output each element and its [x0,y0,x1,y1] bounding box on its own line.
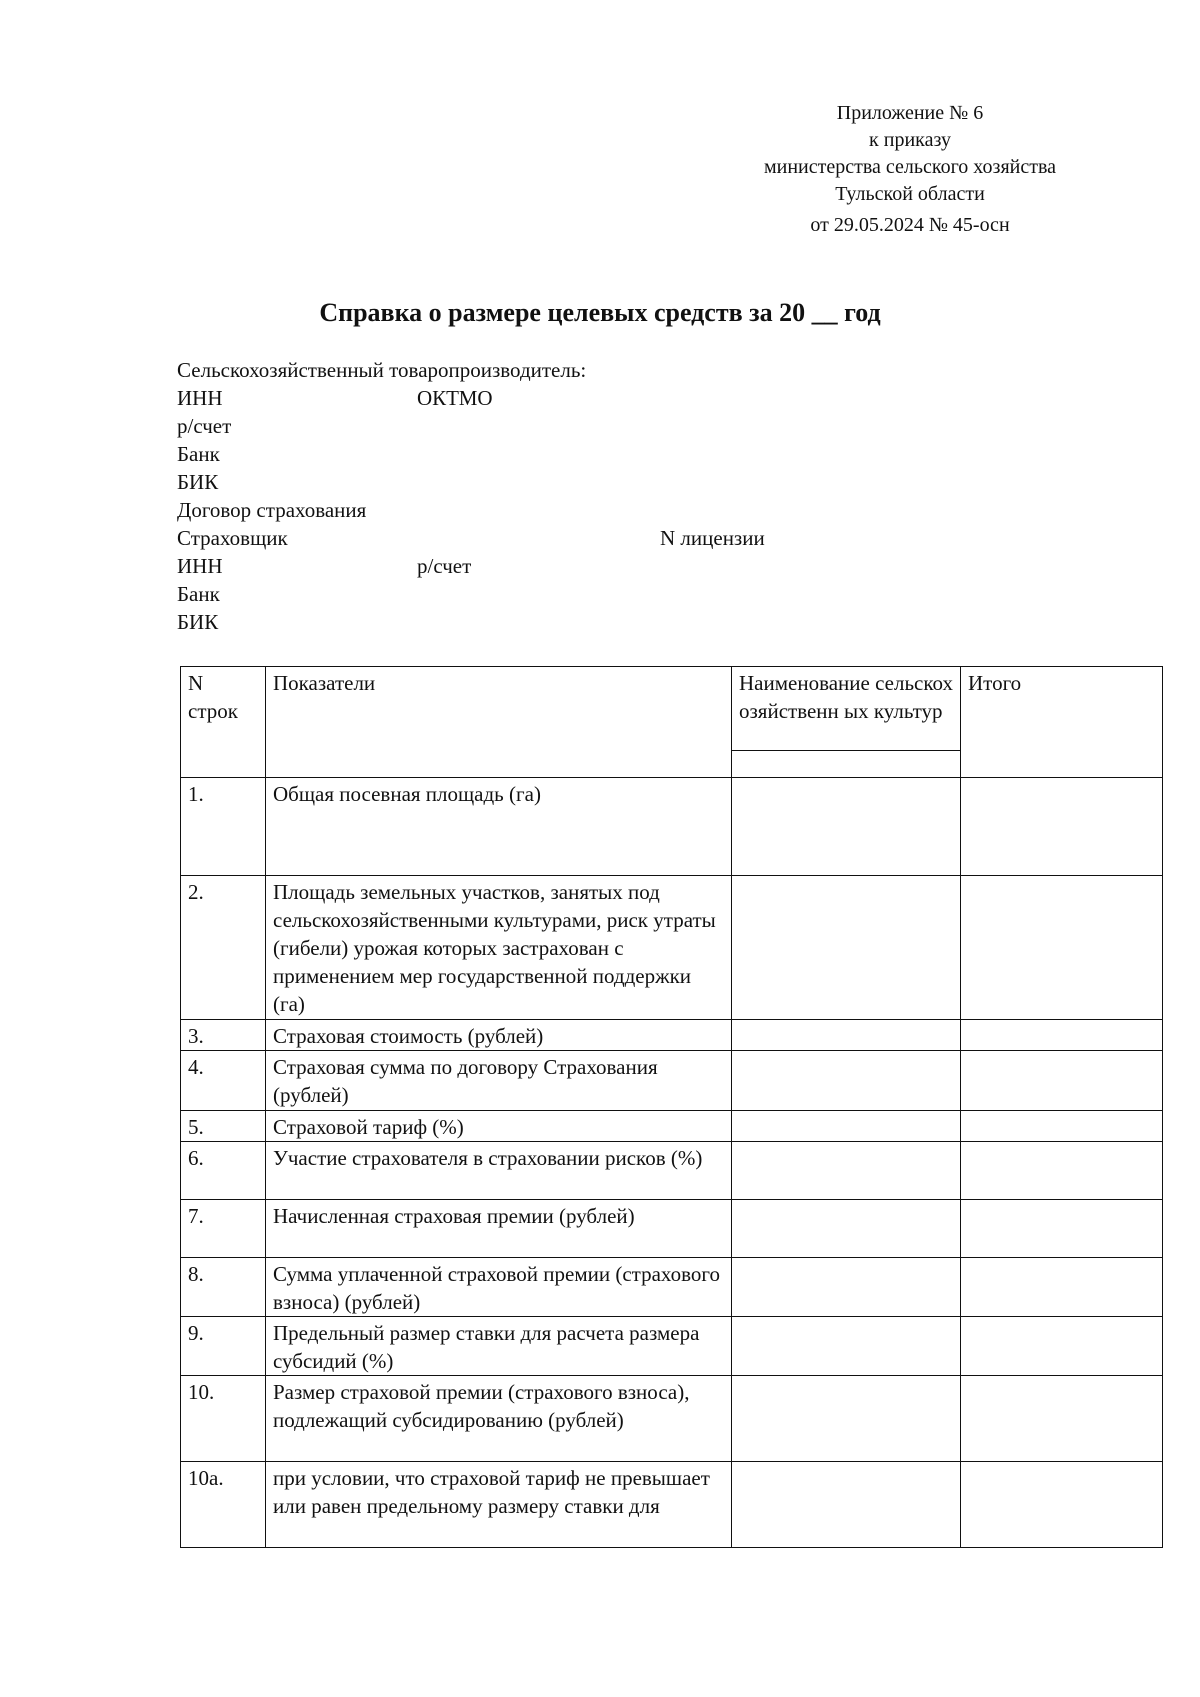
row-indicator: Участие страхователя в страховании рисков (%) [266,1142,732,1200]
header-row [181,667,1163,751]
appendix-line-3: министерства сельского хозяйства [763,156,1057,178]
license-label: N лицензии [660,526,765,550]
row-number: 1. [181,778,266,876]
row-crop-value[interactable] [732,1051,961,1111]
row-indicator: Общая посевная площадь (га) [266,778,732,876]
row-number: 10. [181,1376,266,1462]
appendix-date: от 29.05.2024 № 45-осн [810,214,1010,236]
row-number: 8. [181,1258,266,1317]
table-row [181,1200,1163,1258]
header-num-text: N строк [188,671,238,723]
inn-label: ИНН [177,386,223,410]
row-total-value[interactable] [961,1142,1163,1200]
row-total-value[interactable] [961,1258,1163,1317]
row-crop-value[interactable] [732,1111,961,1142]
indicators-table [180,666,1163,1548]
contract-label: Договор страхования [177,498,367,522]
insurer-bank-row [177,580,1077,608]
header-num [181,667,266,778]
appendix-line-4: Тульской области [835,183,985,205]
row-indicator: Размер страховой премии (страхового взноса), подлежащий субсидированию (рублей) [266,1376,732,1462]
row-number: 5. [181,1111,266,1142]
insurer-inn-label: ИНН [177,554,223,578]
bank-label: Банк [177,442,220,466]
insurer-bank-label: Банк [177,582,220,606]
table-row [181,876,1163,1020]
table-row [181,1111,1163,1142]
insurer-bik-label: БИК [177,610,219,634]
appendix-line-1: Приложение № 6 [836,102,984,124]
row-indicator: Сумма уплаченной страховой премии (страхового взноса) (рублей) [266,1258,732,1317]
document-title: Справка о размере целевых средств за 20 __ год [319,298,881,327]
insurer-label: Страховщик [177,526,288,550]
row-crop-value[interactable] [732,1462,961,1548]
oktmo-label: ОКТМО [417,386,493,410]
account-row [177,412,1077,440]
row-total-value[interactable] [961,1317,1163,1376]
insurer-bik-row [177,608,1077,636]
row-crop-value[interactable] [732,876,961,1020]
row-indicator: Страховой тариф (%) [266,1111,732,1142]
row-number: 9. [181,1317,266,1376]
row-indicator: Предельный размер ставки для расчета размера субсидий (%) [266,1317,732,1376]
row-total-value[interactable] [961,1200,1163,1258]
table-row [181,1020,1163,1051]
insurer-row [177,524,1077,552]
insurer-account-label: р/счет [417,554,472,578]
row-indicator: при условии, что страховой тариф не превышает или равен предельному размеру ставки для [266,1462,732,1548]
appendix-line-2: к приказу [869,129,951,151]
header-indicator: Показатели [266,667,732,778]
producer-label: Сельскохозяйственный товаропроизводитель: [177,358,587,382]
bik-label: БИК [177,470,219,494]
info-block [177,356,1077,636]
table-row [181,1142,1163,1200]
row-total-value[interactable] [961,1020,1163,1051]
table-row [181,1258,1163,1317]
row-number: 7. [181,1200,266,1258]
row-number: 6. [181,1142,266,1200]
table-row [181,1051,1163,1111]
row-total-value[interactable] [961,1376,1163,1462]
row-indicator: Страховая сумма по договору Страхования (рублей) [266,1051,732,1111]
header-crops: Наименование сельскохозяйственн ых культур [732,667,961,751]
crop-name-cell[interactable] [732,751,961,778]
bank-row [177,440,1077,468]
row-number: 10а. [181,1462,266,1548]
table-row [181,1376,1163,1462]
inn-row [177,384,1077,412]
row-crop-value[interactable] [732,1317,961,1376]
row-crop-value[interactable] [732,1020,961,1051]
row-number: 4. [181,1051,266,1111]
insurer-inn-row [177,552,1077,580]
row-total-value[interactable] [961,1111,1163,1142]
row-total-value[interactable] [961,1462,1163,1548]
producer-row [177,356,1077,384]
row-indicator: Начисленная страховая премии (рублей) [266,1200,732,1258]
row-total-value[interactable] [961,1051,1163,1111]
row-number: 3. [181,1020,266,1051]
row-crop-value[interactable] [732,1376,961,1462]
table-row [181,1462,1163,1548]
row-total-value[interactable] [961,876,1163,1020]
appendix-block [700,100,1120,239]
account-label: р/счет [177,414,232,438]
bik-row [177,468,1077,496]
table-row [181,1317,1163,1376]
row-crop-value[interactable] [732,1258,961,1317]
header-total: Итого [961,667,1163,778]
contract-row [177,496,1077,524]
row-crop-value[interactable] [732,778,961,876]
row-crop-value[interactable] [732,1200,961,1258]
table-row [181,778,1163,876]
row-indicator: Страховая стоимость (рублей) [266,1020,732,1051]
row-crop-value[interactable] [732,1142,961,1200]
row-number: 2. [181,876,266,1020]
row-indicator: Площадь земельных участков, занятых под сельскохозяйственными культурами, риск утраты (гибели) урожая которых застрахован с применением мер государственной поддержки (га) [266,876,732,1020]
row-total-value[interactable] [961,778,1163,876]
